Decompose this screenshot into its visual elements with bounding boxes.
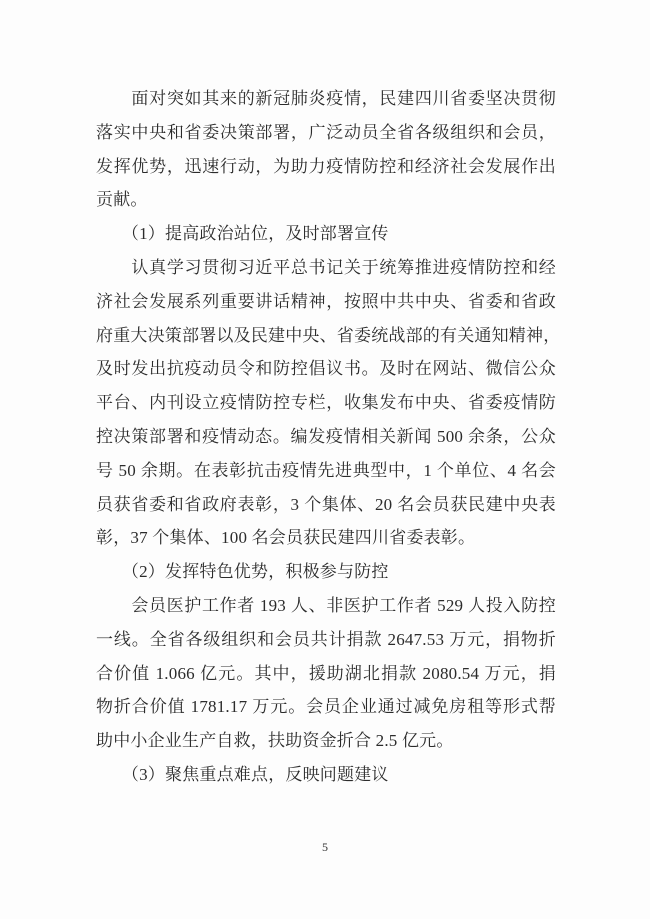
paragraph-2-line: 认真学习贯彻习近平总书记关于统筹推进疫情防控和经: [96, 257, 556, 277]
paragraph-1-line: 发挥优势，迅速行动，为助力疫情防控和经济社会发展作出: [96, 156, 556, 176]
page-number: 5: [322, 840, 328, 854]
paragraph-1-line: 面对突如其来的新冠肺炎疫情，民建四川省委坚决贯彻: [96, 89, 556, 108]
paragraph-1-line: 贡献。: [96, 190, 148, 210]
paragraph-2-line: 及时发出抗疫动员令和防控倡议书。及时在网站、微信公众: [96, 359, 556, 379]
section-heading-3: （3）聚焦重点难点，反映问题建议: [96, 764, 389, 784]
paragraph-3-line: 物折合价值 1781.17 万元。会员企业通过减免房租等形式帮: [96, 697, 556, 717]
paragraph-2-line: 平台、内刊设立疫情防控专栏，收集发布中央、省委疫情防: [96, 393, 556, 413]
paragraph-3-line: 会员医护工作者 193 人、非医护工作者 529 人投入防控: [96, 595, 556, 615]
document-text-block: [96, 82, 561, 792]
paragraph-2-line: 员获省委和省政府表彰，3 个集体、20 名会员获民建中央表: [96, 494, 556, 514]
paragraph-2-line: 济社会发展系列重要讲话精神，按照中共中央、省委和省政: [96, 291, 556, 311]
paragraph-3-line: 助中小企业生产自救，扶助资金折合 2.5 亿元。: [96, 731, 454, 751]
paragraph-3-line: 合价值 1.066 亿元。其中，援助湖北捐款 2080.54 万元，捐: [96, 663, 556, 683]
paragraph-2-line: 号 50 余期。在表彰抗击疫情先进典型中，1 个单位、4 名会: [96, 460, 556, 480]
section-heading-2: （2）发挥特色优势，积极参与防控: [96, 562, 389, 582]
paragraph-3-line: 一线。全省各级组织和会员共计捐款 2647.53 万元，捐物折: [96, 629, 556, 649]
paragraph-1-line: 落实中央和省委决策部署，广泛动员全省各级组织和会员，: [96, 122, 556, 142]
paragraph-2-line: 府重大决策部署以及民建中央、省委统战部的有关通知精神，: [96, 325, 561, 345]
paragraph-2-line: 控决策部署和疫情动态。编发疫情相关新闻 500 余条，公众: [96, 426, 556, 446]
paragraph-2-line: 彰，37 个集体、100 名会员获民建四川省委表彰。: [96, 528, 476, 548]
section-heading-1: （1）提高政治站位，及时部署宣传: [96, 224, 389, 244]
